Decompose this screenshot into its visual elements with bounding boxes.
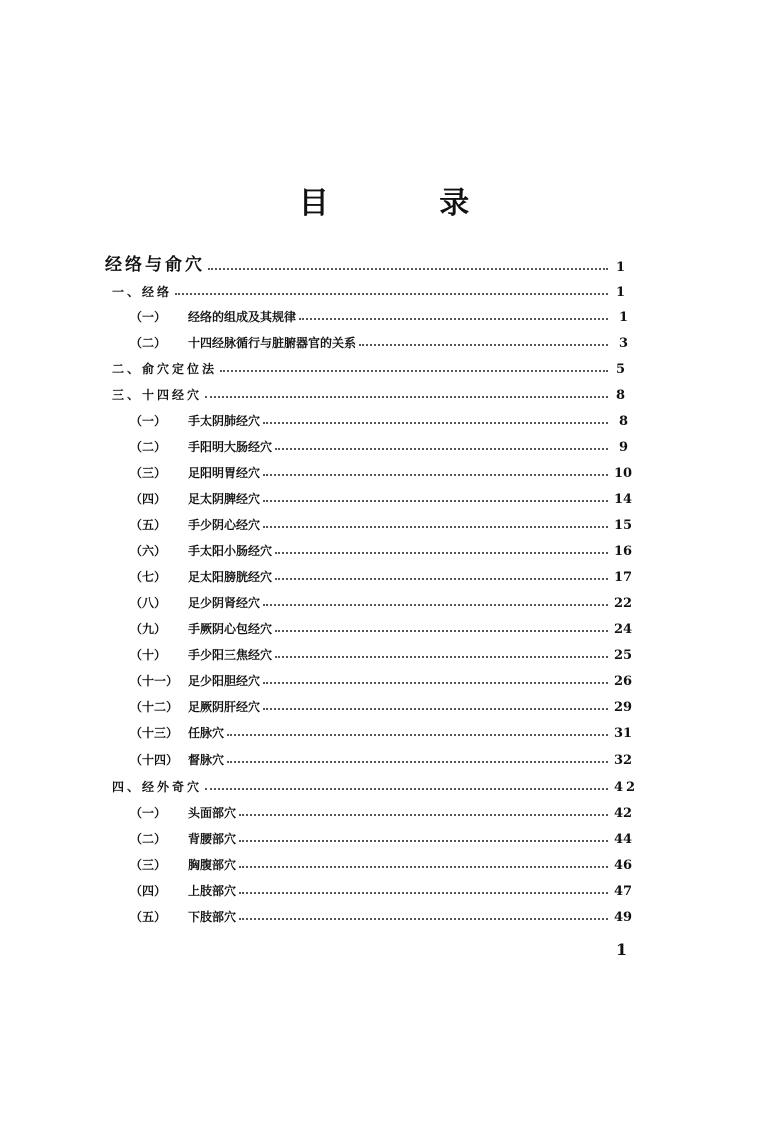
toc-entry-page: 24 — [614, 622, 633, 637]
toc-entry-title: 一、经络 — [112, 285, 173, 299]
toc-entry-index: （三） — [130, 466, 167, 480]
toc-entry — [112, 381, 628, 403]
toc-entry-page: 10 — [614, 466, 633, 481]
toc-entry — [130, 693, 633, 715]
toc-entry — [130, 407, 628, 429]
toc-entry — [130, 433, 628, 455]
toc-entry-page: 42 — [614, 806, 633, 821]
toc-entry-title: 下肢部穴 — [188, 910, 237, 924]
toc-entry-title: 经络与俞穴 — [105, 255, 205, 275]
dot-leader — [263, 604, 608, 606]
toc-entry-page: 1 — [615, 260, 628, 275]
toc-entry — [112, 355, 628, 377]
toc-entry-index: （八） — [130, 596, 167, 610]
dot-leader — [275, 552, 608, 554]
toc-entry-index: （四） — [130, 492, 167, 506]
toc-entry — [130, 485, 633, 507]
dot-leader — [359, 344, 608, 346]
dot-leader — [275, 578, 608, 580]
toc-entry-page: 15 — [614, 518, 633, 533]
toc-entry-page: 1 — [615, 285, 628, 300]
toc-entry-index: （十一） — [130, 674, 179, 688]
toc-entry-page: 29 — [614, 700, 633, 715]
dot-leader — [263, 526, 608, 528]
toc-entry — [130, 877, 633, 899]
toc-entry — [130, 903, 633, 925]
toc-entry-index: （五） — [130, 518, 167, 532]
toc-entry-page: 8 — [618, 414, 628, 429]
toc-entry — [130, 589, 633, 611]
toc-entry-index: （十四） — [130, 753, 179, 767]
toc-entry-title: 任脉穴 — [188, 726, 225, 740]
toc-entry — [130, 537, 633, 559]
toc-entry-index: （一） — [130, 414, 167, 428]
toc-entry-index: （二） — [130, 832, 167, 846]
toc-entry — [130, 641, 633, 663]
toc-entry-index: （四） — [130, 884, 167, 898]
toc-entry-index: （十） — [130, 648, 167, 662]
toc-entry-title: 足太阴脾经穴 — [188, 492, 261, 506]
toc-entry — [130, 719, 633, 741]
toc-entry — [130, 746, 633, 768]
toc-entry — [112, 773, 639, 795]
toc-entry-page: 17 — [614, 570, 633, 585]
dot-leader — [239, 918, 608, 920]
toc-entry-page: 22 — [614, 596, 633, 611]
toc-entry-title: 上肢部穴 — [188, 884, 237, 898]
toc-entry-title: 手少阴心经穴 — [188, 518, 261, 532]
dot-leader — [299, 318, 608, 320]
toc-entry — [130, 851, 633, 873]
toc-entry-title: 四、经外奇穴 — [112, 780, 203, 794]
page-title: 目 录 — [298, 186, 520, 221]
toc-entry-index: （十二） — [130, 700, 179, 714]
toc-entry-page: 31 — [614, 726, 633, 741]
toc-entry — [130, 303, 628, 325]
toc-entry-title: 经络的组成及其规律 — [188, 310, 297, 324]
dot-leader — [263, 708, 608, 710]
dot-leader — [205, 396, 608, 398]
toc-entry-page: 32 — [614, 753, 633, 768]
dot-leader — [208, 268, 608, 270]
toc-entry-index: （一） — [130, 310, 167, 324]
dot-leader — [205, 788, 608, 790]
toc-entry-title: 十四经脉循行与脏腑器官的关系 — [188, 336, 357, 350]
toc-entry — [130, 563, 633, 585]
toc-entry — [130, 459, 633, 481]
toc-entry-title: 三、十四经穴 — [112, 388, 203, 402]
toc-entry-page: 14 — [614, 492, 633, 507]
toc-entry — [105, 253, 628, 275]
toc-entry-page: 8 — [615, 388, 628, 403]
toc-entry-index: （六） — [130, 544, 167, 558]
toc-entry-page: 26 — [614, 674, 633, 689]
toc-entry — [130, 329, 628, 351]
dot-leader — [227, 761, 608, 763]
toc-entry-page: 42 — [614, 780, 639, 795]
toc-entry-title: 足阳明胃经穴 — [188, 466, 261, 480]
toc-entry-index: （三） — [130, 858, 167, 872]
toc-entry-page: 46 — [614, 858, 633, 873]
toc-entry — [130, 799, 633, 821]
toc-entry-title: 手太阳小肠经穴 — [188, 544, 273, 558]
toc-entry-index: （五） — [130, 910, 167, 924]
dot-leader — [275, 630, 608, 632]
toc-entry — [130, 511, 633, 533]
dot-leader — [239, 866, 608, 868]
toc-entry-title: 督脉穴 — [188, 753, 225, 767]
toc-entry-page: 9 — [618, 440, 628, 455]
toc-entry-title: 足少阴肾经穴 — [188, 596, 261, 610]
toc-entry — [112, 278, 628, 300]
toc-entry-page: 3 — [618, 336, 628, 351]
dot-leader — [227, 734, 608, 736]
toc-entry-index: （九） — [130, 622, 167, 636]
toc-entry-index: （二） — [130, 336, 167, 350]
toc-entry-title: 背腰部穴 — [188, 832, 237, 846]
dot-leader — [263, 682, 608, 684]
dot-leader — [263, 500, 608, 502]
toc-entry-index: （一） — [130, 806, 167, 820]
toc-entry-title: 手少阳三焦经穴 — [188, 648, 273, 662]
toc-entry-page: 5 — [615, 362, 628, 377]
dot-leader — [263, 422, 608, 424]
toc-entry-title: 手厥阴心包经穴 — [188, 622, 273, 636]
toc-entry-index: （七） — [130, 570, 167, 584]
toc-entry-title: 足少阳胆经穴 — [188, 674, 261, 688]
dot-leader — [275, 448, 608, 450]
toc-entry-page: 1 — [618, 310, 628, 325]
dot-leader — [239, 840, 608, 842]
toc-entry-page: 16 — [614, 544, 633, 559]
toc-entry-title: 足太阳膀胱经穴 — [188, 570, 273, 584]
toc-entry — [130, 667, 633, 689]
toc-entry — [130, 615, 633, 637]
toc-entry-page: 25 — [614, 648, 633, 663]
toc-entry-title: 胸腹部穴 — [188, 858, 237, 872]
toc-entry-page: 47 — [614, 884, 633, 899]
toc-entry-title: 头面部穴 — [188, 806, 237, 820]
dot-leader — [220, 370, 608, 372]
dot-leader — [239, 892, 608, 894]
toc-entry-index: （十三） — [130, 726, 179, 740]
dot-leader — [239, 814, 608, 816]
toc-entry-title: 手太阴肺经穴 — [188, 414, 261, 428]
dot-leader — [263, 474, 608, 476]
toc-entry-title: 二、俞穴定位法 — [112, 362, 218, 376]
dot-leader — [175, 293, 608, 295]
page-number: 1 — [616, 940, 628, 959]
toc-entry — [130, 825, 633, 847]
toc-entry-page: 49 — [614, 910, 633, 925]
toc-entry-title: 手阳明大肠经穴 — [188, 440, 273, 454]
toc-entry-index: （二） — [130, 440, 167, 454]
toc-entry-page: 44 — [614, 832, 633, 847]
dot-leader — [275, 656, 608, 658]
toc-entry-title: 足厥阴肝经穴 — [188, 700, 261, 714]
